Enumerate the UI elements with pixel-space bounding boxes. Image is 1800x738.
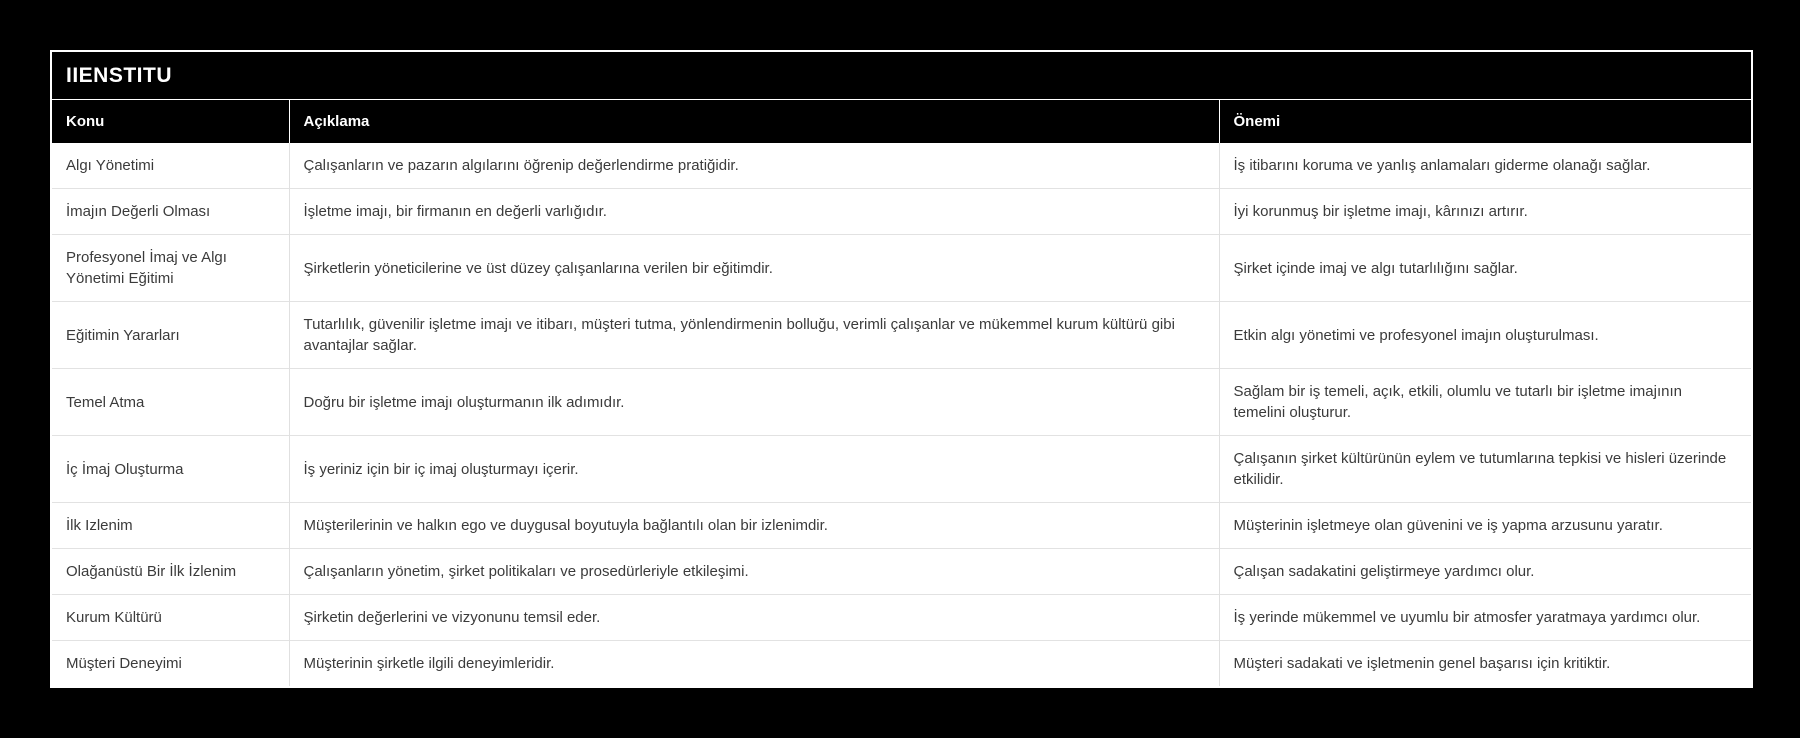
table-card xyxy=(50,50,1753,688)
cell-aciklama: İş yeriniz için bir iç imaj oluşturmayı içerir. xyxy=(289,436,1219,503)
cell-aciklama: Müşterilerinin ve halkın ego ve duygusal boyutuyla bağlantılı olan bir izlenimdir. xyxy=(289,503,1219,549)
cell-konu: İlk Izlenim xyxy=(52,503,289,549)
cell-onemi: Şirket içinde imaj ve algı tutarlılığını sağlar. xyxy=(1219,235,1751,302)
column-header-konu: Konu xyxy=(52,100,289,143)
cell-konu: İç İmaj Oluşturma xyxy=(52,436,289,503)
cell-konu: İmajın Değerli Olması xyxy=(52,189,289,235)
table-row xyxy=(52,436,1751,503)
table-row xyxy=(52,235,1751,302)
cell-aciklama: Çalışanların ve pazarın algılarını öğrenip değerlendirme pratiğidir. xyxy=(289,143,1219,189)
cell-onemi: İyi korunmuş bir işletme imajı, kârınızı artırır. xyxy=(1219,189,1751,235)
table-row xyxy=(52,143,1751,189)
brand-title-text: IIENSTITU xyxy=(66,64,173,87)
cell-onemi: Müşterinin işletmeye olan güvenini ve iş yapma arzusunu yaratır. xyxy=(1219,503,1751,549)
table-row xyxy=(52,369,1751,436)
cell-aciklama: Müşterinin şirketle ilgili deneyimleridir. xyxy=(289,641,1219,687)
cell-onemi: Çalışanın şirket kültürünün eylem ve tutumlarına tepkisi ve hisleri üzerinde etkilidir. xyxy=(1219,436,1751,503)
table-body xyxy=(52,143,1751,686)
cell-onemi: İş itibarını koruma ve yanlış anlamaları giderme olanağı sağlar. xyxy=(1219,143,1751,189)
cell-onemi: İş yerinde mükemmel ve uyumlu bir atmosfer yaratmaya yardımcı olur. xyxy=(1219,595,1751,641)
cell-onemi: Çalışan sadakatini geliştirmeye yardımcı olur. xyxy=(1219,549,1751,595)
cell-onemi: Sağlam bir iş temeli, açık, etkili, olumlu ve tutarlı bir işletme imajının temelini oluşturur. xyxy=(1219,369,1751,436)
cell-konu: Kurum Kültürü xyxy=(52,595,289,641)
cell-konu: Eğitimin Yararları xyxy=(52,302,289,369)
cell-onemi: Müşteri sadakati ve işletmenin genel başarısı için kritiktir. xyxy=(1219,641,1751,687)
table-row xyxy=(52,595,1751,641)
cell-onemi: Etkin algı yönetimi ve profesyonel imajın oluşturulması. xyxy=(1219,302,1751,369)
info-table xyxy=(52,100,1751,686)
cell-aciklama: Tutarlılık, güvenilir işletme imajı ve itibarı, müşteri tutma, yönlendirmenin bolluğu, verimli çalışanlar ve mükemmel kurum kültürü gibi avantajlar sağlar. xyxy=(289,302,1219,369)
column-header-onemi: Önemi xyxy=(1219,100,1751,143)
table-row xyxy=(52,641,1751,687)
table-row xyxy=(52,503,1751,549)
cell-aciklama: Doğru bir işletme imajı oluşturmanın ilk adımıdır. xyxy=(289,369,1219,436)
cell-konu: Temel Atma xyxy=(52,369,289,436)
table-header-row xyxy=(52,100,1751,143)
table-row xyxy=(52,189,1751,235)
cell-aciklama: Şirketlerin yöneticilerine ve üst düzey çalışanlarına verilen bir eğitimdir. xyxy=(289,235,1219,302)
cell-konu: Müşteri Deneyimi xyxy=(52,641,289,687)
cell-aciklama: İşletme imajı, bir firmanın en değerli varlığıdır. xyxy=(289,189,1219,235)
brand-title-bar xyxy=(52,52,1751,100)
cell-konu: Olağanüstü Bir İlk İzlenim xyxy=(52,549,289,595)
cell-aciklama: Şirketin değerlerini ve vizyonunu temsil eder. xyxy=(289,595,1219,641)
table-row xyxy=(52,549,1751,595)
cell-konu: Profesyonel İmaj ve Algı Yönetimi Eğitimi xyxy=(52,235,289,302)
table-row xyxy=(52,302,1751,369)
cell-aciklama: Çalışanların yönetim, şirket politikaları ve prosedürleriyle etkileşimi. xyxy=(289,549,1219,595)
column-header-aciklama: Açıklama xyxy=(289,100,1219,143)
cell-konu: Algı Yönetimi xyxy=(52,143,289,189)
